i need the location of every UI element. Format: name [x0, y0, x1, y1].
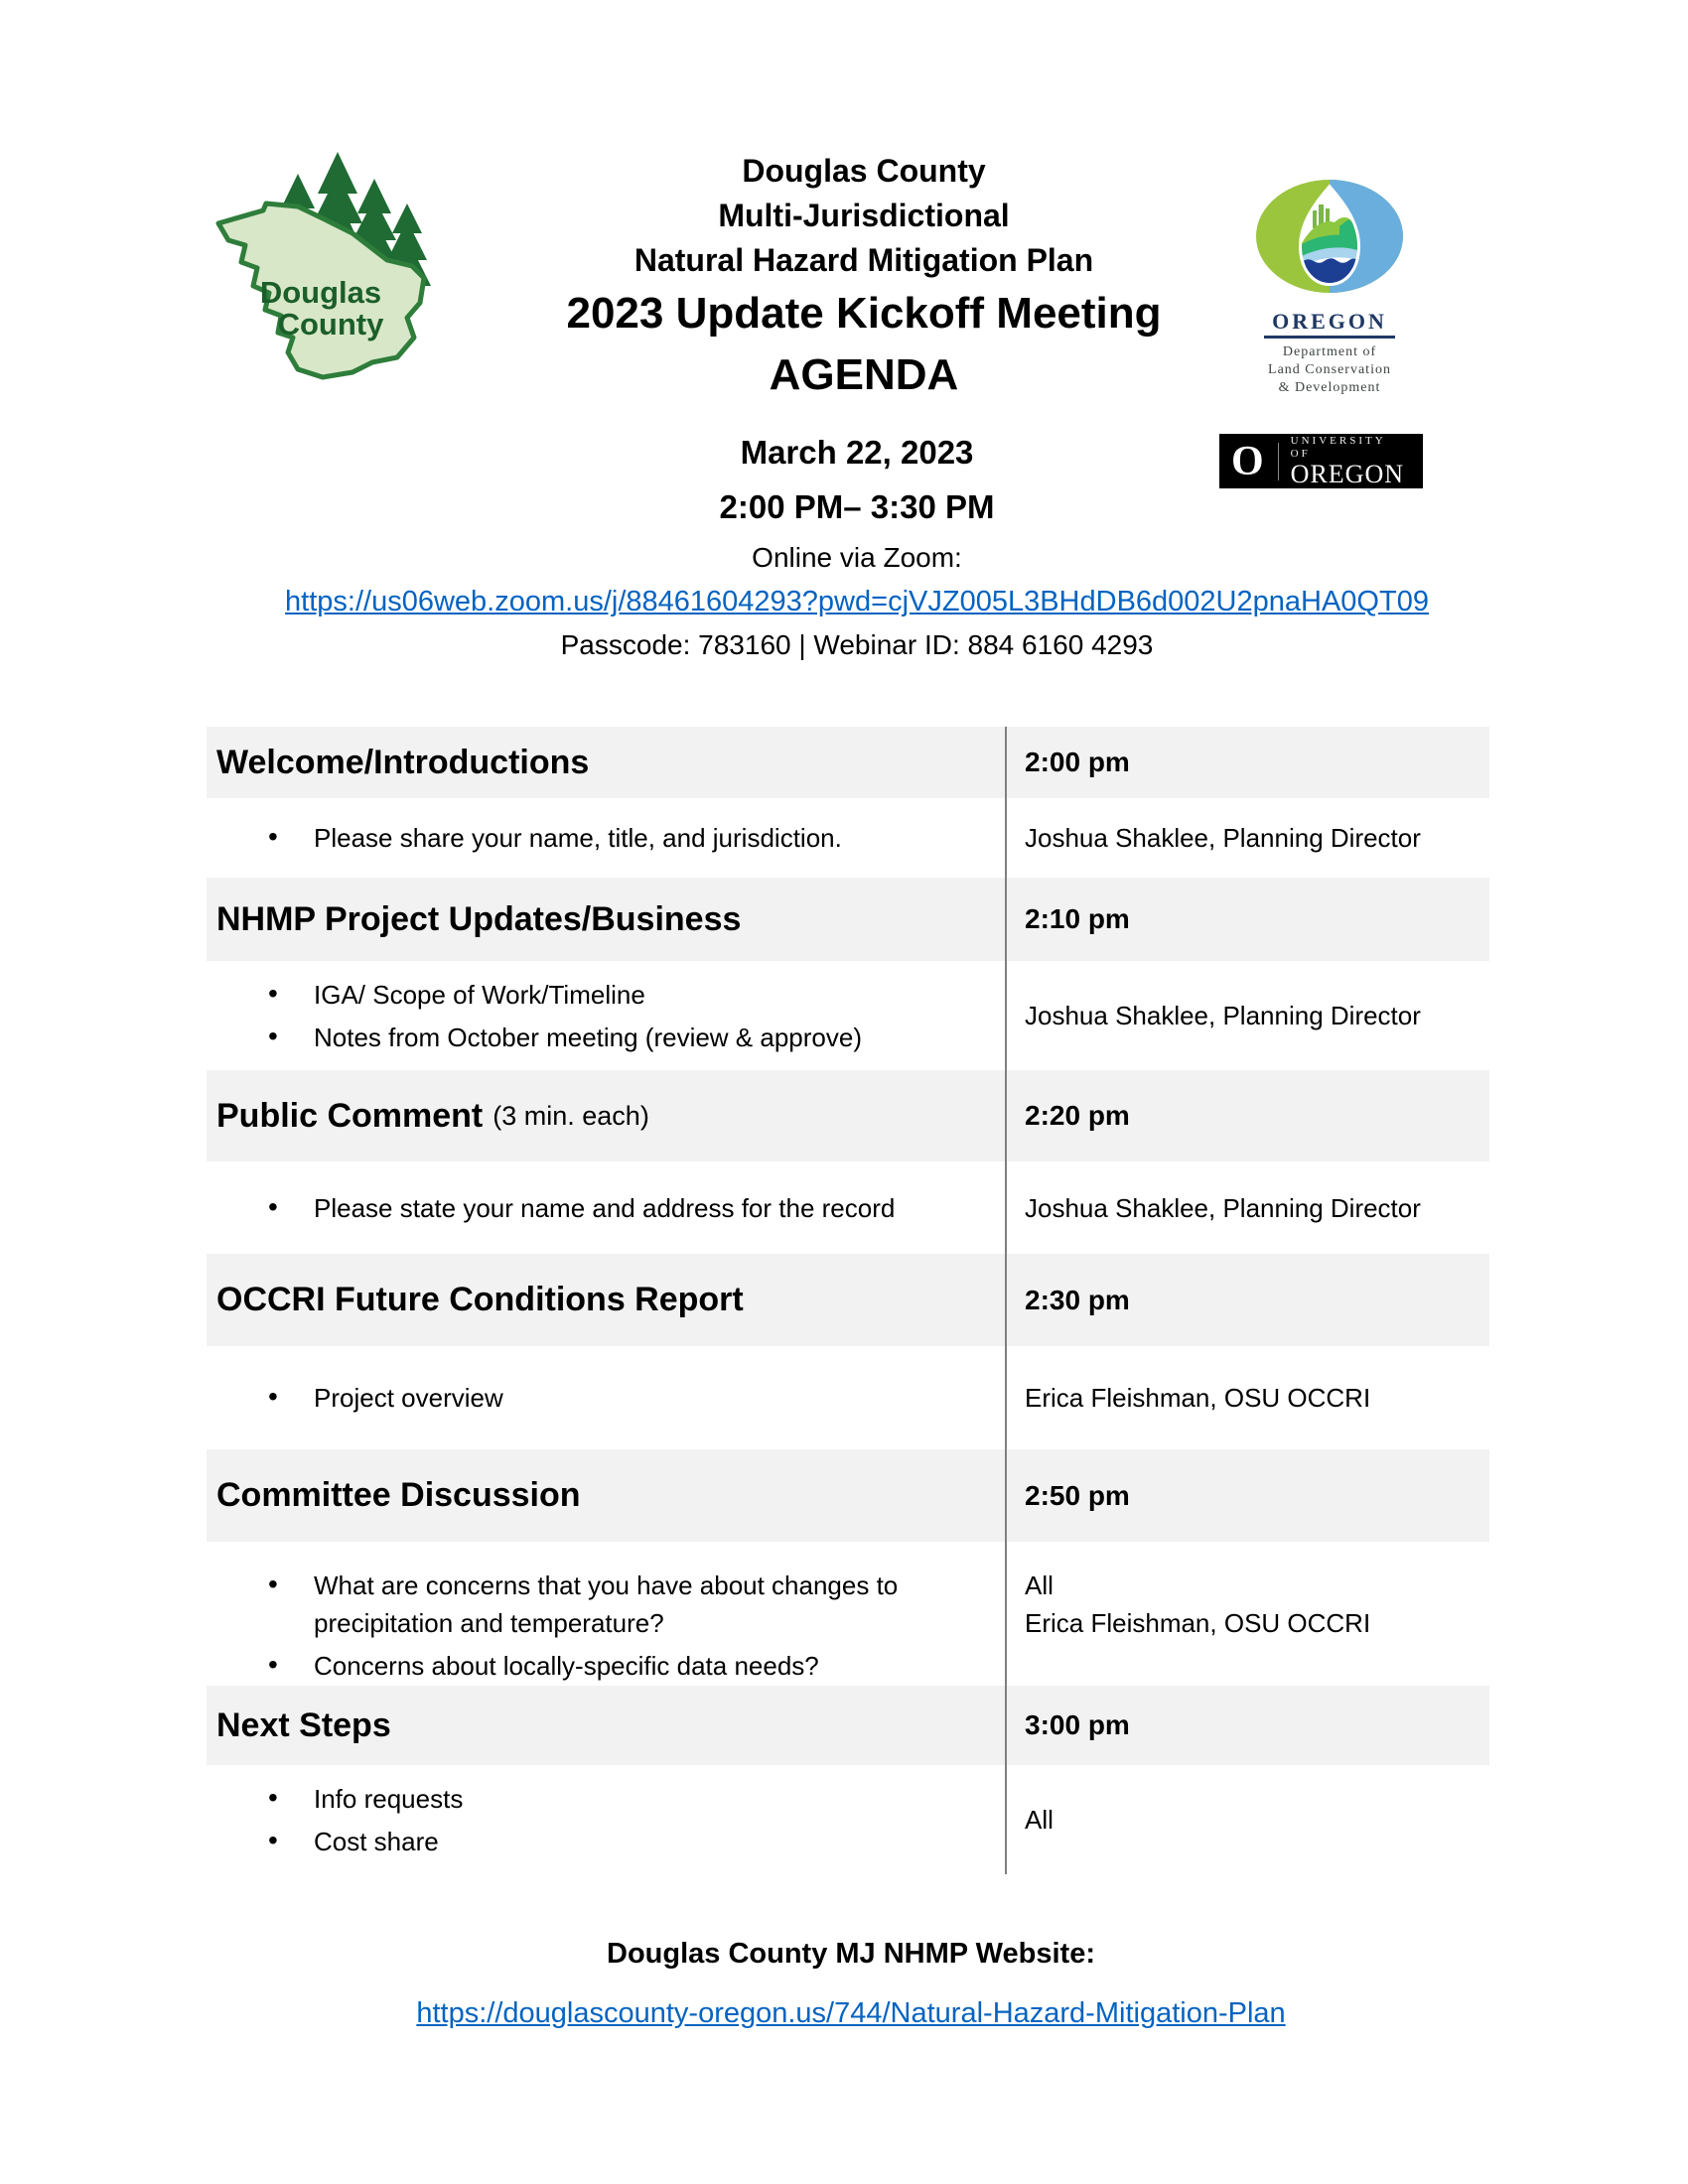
agenda-item-time: 2:00 pm: [1025, 747, 1130, 777]
agenda-section-header-row: [207, 1070, 1489, 1161]
agenda-item-time: 2:50 pm: [1025, 1479, 1130, 1511]
bullet-item: • What are concerns that you have about changes to precipitation and temperature?: [268, 1567, 989, 1642]
agenda-bullet-list: [207, 1780, 1005, 1860]
agenda-presenters-cell: [1005, 1161, 1489, 1254]
agenda-section-body-row: [207, 1346, 1489, 1449]
agenda-bullets-cell: [207, 971, 1005, 1061]
uo-o-icon: O: [1231, 438, 1264, 484]
dlcd-dept-line1: Department of: [1282, 344, 1377, 359]
agenda-section-time-cell: [1005, 878, 1489, 961]
agenda-bullets-cell: [207, 1542, 1005, 1690]
dlcd-dept-line2: Land Conservation: [1268, 362, 1391, 377]
bullet-item: • Concerns about locally-specific data needs?: [268, 1647, 989, 1685]
agenda-section-title-cell: [207, 727, 1005, 798]
agenda-item-title: NHMP Project Updates/Business: [216, 899, 742, 938]
agenda-item-time: 3:00 pm: [1025, 1709, 1130, 1740]
bullet-item: • IGA/ Scope of Work/Timeline: [268, 976, 989, 1014]
agenda-section-time-cell: [1005, 1449, 1489, 1542]
agenda-bullet-list: [207, 1189, 1005, 1227]
agenda-section-header-row: [207, 727, 1489, 798]
agenda-item-title: Public Comment: [216, 1096, 484, 1135]
bullet-item: • Notes from October meeting (review & approve): [268, 1019, 989, 1056]
agenda-section-title-cell: [207, 1070, 1005, 1161]
uo-label-line1: UNIVERSITY OF: [1290, 434, 1386, 460]
presenter-line: Joshua Shaklee, Planning Director: [1025, 1001, 1421, 1030]
agenda-item-title: Welcome/Introductions: [216, 743, 590, 781]
title-line-large: AGENDA: [769, 350, 959, 399]
agenda-section-header-row: [207, 1254, 1489, 1346]
agenda-bullets-cell: [207, 1374, 1005, 1422]
oregon-dlcd-logo: [1250, 149, 1409, 397]
agenda-section-body-row: [207, 961, 1489, 1070]
presenter-line: Erica Fleishman, OSU OCCRI: [1025, 1608, 1371, 1638]
bullet-item: • Please share your name, title, and jurisdiction.: [268, 819, 989, 857]
agenda-bullet-list: [207, 1379, 1005, 1417]
agenda-section-time-cell: [1005, 1254, 1489, 1346]
agenda-bullet-list: [207, 1567, 1005, 1685]
presenter-line: Joshua Shaklee, Planning Director: [1025, 823, 1421, 853]
bullet-item: • Info requests: [268, 1780, 989, 1818]
county-logo-label-line2: County: [277, 307, 384, 341]
zoom-meeting-link[interactable]: https://us06web.zoom.us/j/88461604293?pwd=cjVJZ005L3BHdDB6d002U2pnaHA0QT09: [285, 586, 1429, 617]
county-logo-label-line1: Douglas: [259, 275, 382, 310]
agenda-section-header-row: [207, 1686, 1489, 1765]
dlcd-globe-icon: [1256, 180, 1403, 293]
meeting-date: March 22, 2023: [740, 434, 974, 471]
agenda-section-header-row: [207, 1449, 1489, 1542]
column-divider: [1005, 727, 1007, 1874]
dlcd-state-label: OREGON: [1272, 309, 1387, 334]
title-line: Natural Hazard Mitigation Plan: [633, 242, 1094, 278]
agenda-section-title-cell: [207, 878, 1005, 961]
agenda-bullets-cell: [207, 1775, 1005, 1865]
presenter-line: All: [1025, 1570, 1054, 1600]
dlcd-dept-line3: & Development: [1278, 380, 1381, 395]
title-line: Douglas County: [742, 153, 986, 189]
agenda-item-time: 2:20 pm: [1025, 1100, 1130, 1131]
agenda-section-time-cell: [1005, 1686, 1489, 1765]
agenda-section-time-cell: [1005, 727, 1489, 798]
agenda-bullet-list: [207, 976, 1005, 1056]
bullet-item: • Project overview: [268, 1379, 989, 1417]
presenter-line: Erica Fleishman, OSU OCCRI: [1025, 1383, 1371, 1413]
footer-website-label: Douglas County MJ NHMP Website:: [607, 1938, 1095, 1970]
agenda-item-time: 2:10 pm: [1025, 903, 1130, 934]
agenda-item-time: 2:30 pm: [1025, 1284, 1130, 1315]
agenda-bullets-cell: [207, 814, 1005, 862]
agenda-item-title: OCCRI Future Conditions Report: [216, 1281, 744, 1318]
agenda-presenters-cell: [1005, 1542, 1489, 1686]
agenda-bullet-list: [207, 819, 1005, 857]
agenda-section-title-cell: [207, 1254, 1005, 1346]
agenda-section-header-row: [207, 878, 1489, 961]
agenda-bullets-cell: [207, 1184, 1005, 1232]
document-title: [40, 149, 1688, 406]
agenda-section-title-cell: [207, 1449, 1005, 1542]
agenda-presenters-cell: [1005, 961, 1489, 1070]
university-of-oregon-logo: [1219, 434, 1423, 488]
bullet-item: • Cost share: [268, 1823, 989, 1860]
meeting-info: [26, 425, 1688, 667]
agenda-item-title: Committee Discussion: [216, 1476, 581, 1514]
bullet-item: • Please state your name and address for the record: [268, 1189, 989, 1227]
meeting-time: 2:00 PM– 3:30 PM: [719, 488, 995, 525]
agenda-section-body-row: [207, 1765, 1489, 1874]
agenda-section-body-row: [207, 1542, 1489, 1686]
agenda-item-note: (3 min. each): [492, 1100, 649, 1131]
agenda-section-body-row: [207, 798, 1489, 878]
agenda-presenters-cell: [1005, 798, 1489, 878]
agenda-presenters-cell: [1005, 1346, 1489, 1449]
uo-label-line2: OREGON: [1290, 459, 1405, 488]
meeting-access-info: Passcode: 783160 | Webinar ID: 884 6160 4293: [560, 629, 1154, 660]
agenda-table: [207, 727, 1489, 1874]
agenda-section-title-cell: [207, 1686, 1005, 1765]
agenda-section-time-cell: [1005, 1070, 1489, 1161]
title-line: Multi-Jurisdictional: [718, 198, 1010, 233]
meeting-location-label: Online via Zoom:: [752, 542, 962, 573]
presenter-line: All: [1025, 1805, 1054, 1835]
presenter-line: Joshua Shaklee, Planning Director: [1025, 1192, 1421, 1223]
title-line-large: 2023 Update Kickoff Meeting: [566, 289, 1162, 338]
agenda-section-body-row: [207, 1161, 1489, 1254]
agenda-presenters-cell: [1005, 1765, 1489, 1874]
nhmp-website-link[interactable]: https://douglascounty-oregon.us/744/Natural-Hazard-Mitigation-Plan: [416, 1997, 1286, 2029]
agenda-item-title: Next Steps: [216, 1706, 391, 1744]
uo-logo-divider: [1278, 443, 1279, 480]
dlcd-rule: [1264, 336, 1395, 339]
